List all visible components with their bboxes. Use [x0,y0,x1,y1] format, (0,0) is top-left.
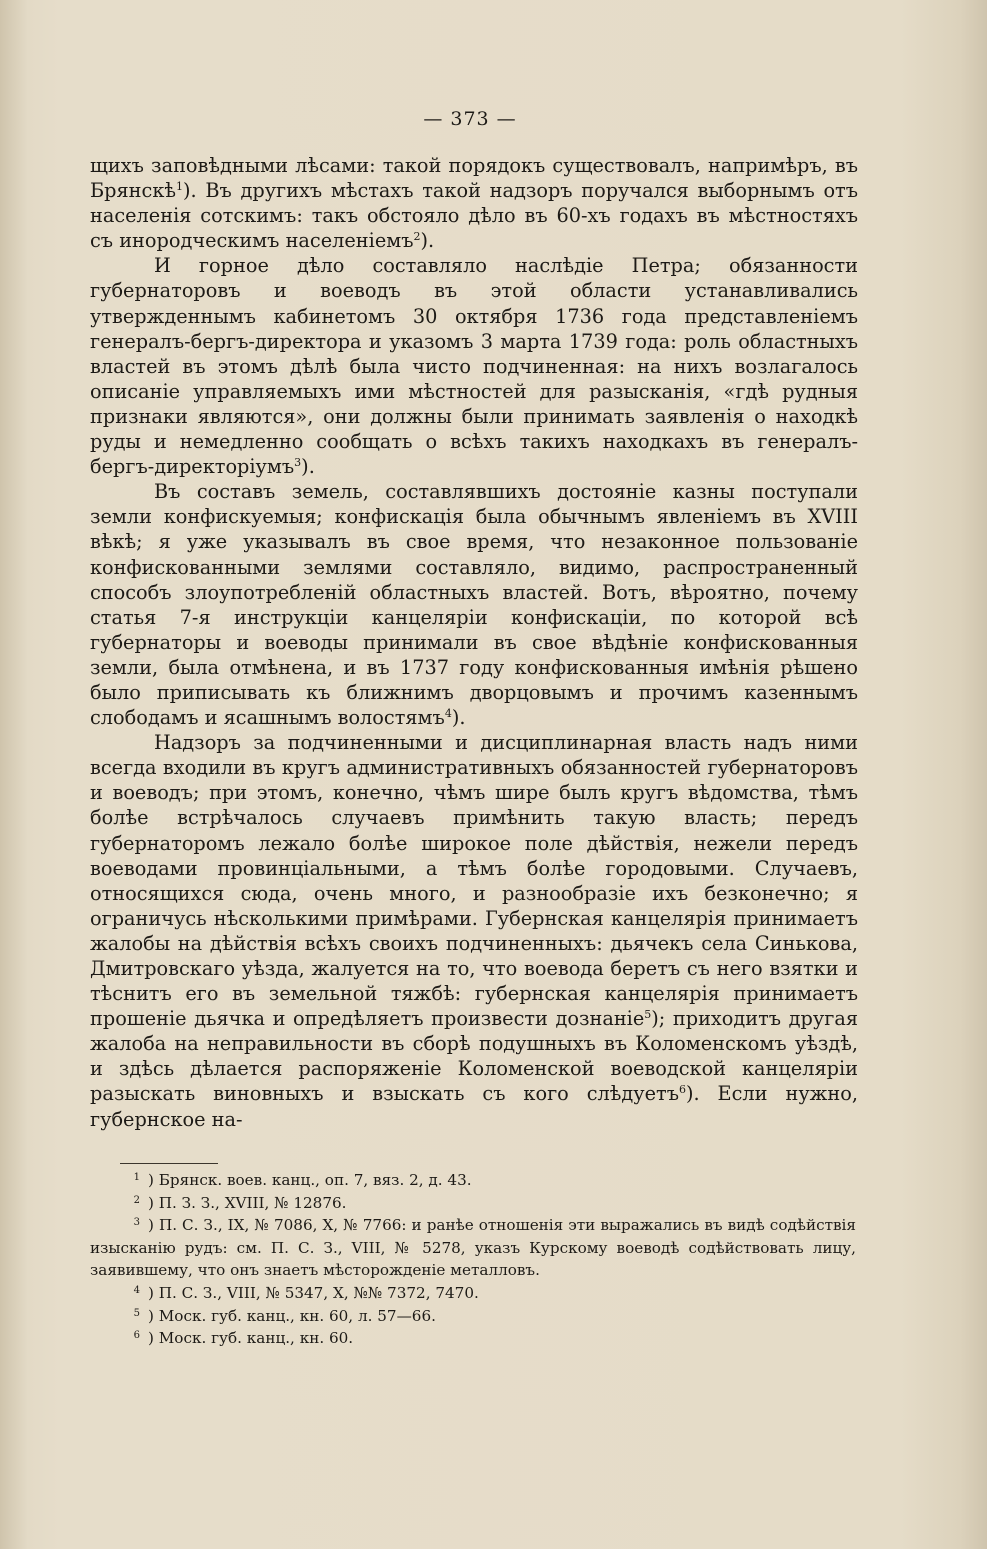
footnote-3 [90,1214,856,1282]
paragraph-3 [90,479,858,730]
text-run: ). [420,229,435,253]
paragraph-4 [90,730,858,1132]
footnote-ref-1[interactable]: 1 [176,180,184,194]
text-run: ). Въ другихъ мѣстахъ такой надзоръ поручался выборнымъ отъ населенія сотскимъ: такъ обстояло дѣло въ 60-хъ годахъ въ мѣстностяхъ съ инородческимъ населеніемъ [90,179,858,253]
footnote-mark: 4 [133,1284,140,1296]
text-run: Въ составъ земель, составлявшихъ достояніе казны поступали земли конфискуемыя; конфискація была обычнымъ явленіемъ въ XVIII вѣкѣ; я уже указывалъ въ свое время, что незаконное пользованіе конфискованными землями составляло, видимо, распространенный способъ злоупотребленій областныхъ властей. Вотъ, вѣроятно, почему статья 7-я инструкціи канцеляріи конфискаціи, по которой всѣ губернаторы и воеводы принимали въ свое вѣдѣніе конфискованныя земли, была отмѣнена, и въ 1737 году конфискованныя имѣнія рѣшено было приписывать къ ближнимъ дворцовымъ и прочимъ казеннымъ слободамъ и ясашнымъ волостямъ [90,480,858,730]
footnote-ref-3[interactable]: 3 [294,456,302,470]
footnote-4 [90,1282,856,1305]
footnote-ref-6[interactable]: 6 [678,1083,686,1097]
text-run: ); приходитъ другая жалоба на неправильности въ сборѣ подушныхъ въ Коломенскомъ уѣздѣ, и здѣсь дѣлается распоряженіе Коломенской воеводской канцеляріи разыскать виновныхъ и взыскать съ кого слѣдуетъ [90,1007,858,1106]
footnote-6 [90,1327,856,1350]
footnote-2 [90,1192,856,1215]
page-number: — 373 — [423,108,517,130]
footnote-divider [120,1163,218,1164]
footnote-5 [90,1305,856,1328]
footnote-1 [90,1169,856,1192]
footnote-mark: 1 [133,1172,140,1183]
main-text [90,153,858,1132]
text-run: И горное дѣло составляло наслѣдіе Петра; обязанности губернаторовъ и воеводъ въ этой области устанавливались утвержденнымъ кабинетомъ 30 октября 1736 года представленіемъ генералъ-бергъ-директора и указомъ 3 марта 1739 года: роль областныхъ властей въ этомъ дѣлѣ была чисто подчиненная: на нихъ возлагалось описаніе управляемыхъ ими мѣстностей для разысканія, «гдѣ рудныя признаки являются», они должны были принимать заявленія о находкѣ руды и немедленно сообщать о всѣхъ такихъ находкахъ въ генералъ-бергъ-директоріумъ [90,254,858,479]
paragraph-1 [90,153,858,253]
text-run: ). [301,455,315,479]
footnote-ref-2[interactable]: 2 [413,230,421,244]
footnote-text: ) Моск. губ. канц., кн. 60. [148,1329,354,1348]
footnote-mark: 5 [133,1307,140,1319]
footnote-mark: 2 [133,1194,140,1206]
footnote-ref-5[interactable]: 5 [644,1008,652,1022]
footnote-text: ) П. С. З., IX, № 7086, X, № 7766: и ранѣе отношенія эти выражались въ видѣ содѣйствія изысканію рудъ: см. П. С. З., VIII, № 5278, указъ Курскому воеводѣ содѣйствовать лицу, заявившему, что онъ знаетъ мѣсторожденіе металловъ. [90,1216,856,1280]
footnotes [90,1169,856,1350]
paragraph-2 [90,253,858,479]
footnote-text: ) Моск. губ. канц., кн. 60, л. 57—66. [148,1306,436,1325]
footnote-text: ) Брянск. воев. канц., оп. 7, вяз. 2, д. 43. [148,1171,472,1189]
footnote-mark: 6 [133,1330,140,1342]
text-run: ). Если нужно, губернское на- [90,1082,858,1131]
footnote-mark: 3 [133,1217,140,1229]
footnote-text: ) П. С. З., VIII, № 5347, X, №№ 7372, 7470. [148,1283,479,1302]
text-run: Надзоръ за подчиненными и дисциплинарная власть надъ ними всегда входили въ кругъ административныхъ обязанностей губернаторовъ и воеводъ; при этомъ, конечно, чѣмъ шире былъ кругъ вѣдомства, тѣмъ болѣе встрѣчалось случаевъ примѣнить такую власть; передъ губернаторомъ лежало болѣе широкое поле дѣйствія, нежели передъ воеводами провинціальными, а тѣмъ болѣе городовыми. Случаевъ, относящихся сюда, очень много, и разнообразіе ихъ безконечно; я ограничусь нѣсколькими примѣрами. Губернская канцелярія принимаетъ жалобы на дѣйствія всѣхъ своихъ подчиненныхъ: дьячекъ села Синькова, Дмитровскаго уѣзда, жалуется на то, что воевода беретъ съ него взятки и тѣснитъ его въ земельной тяжбѣ: губернская канцелярія принимаетъ прошеніе дьячка и опредѣляетъ произвести дознаніе [90,731,858,1031]
text-run: щихъ заповѣдными лѣсами: такой порядокъ существовалъ, напримѣръ, въ Брянскѣ [90,154,858,203]
footnote-text: ) П. З. З., XVIII, № 12876. [148,1193,347,1212]
text-run: ). [451,706,466,730]
footnote-ref-4[interactable]: 4 [444,707,452,721]
